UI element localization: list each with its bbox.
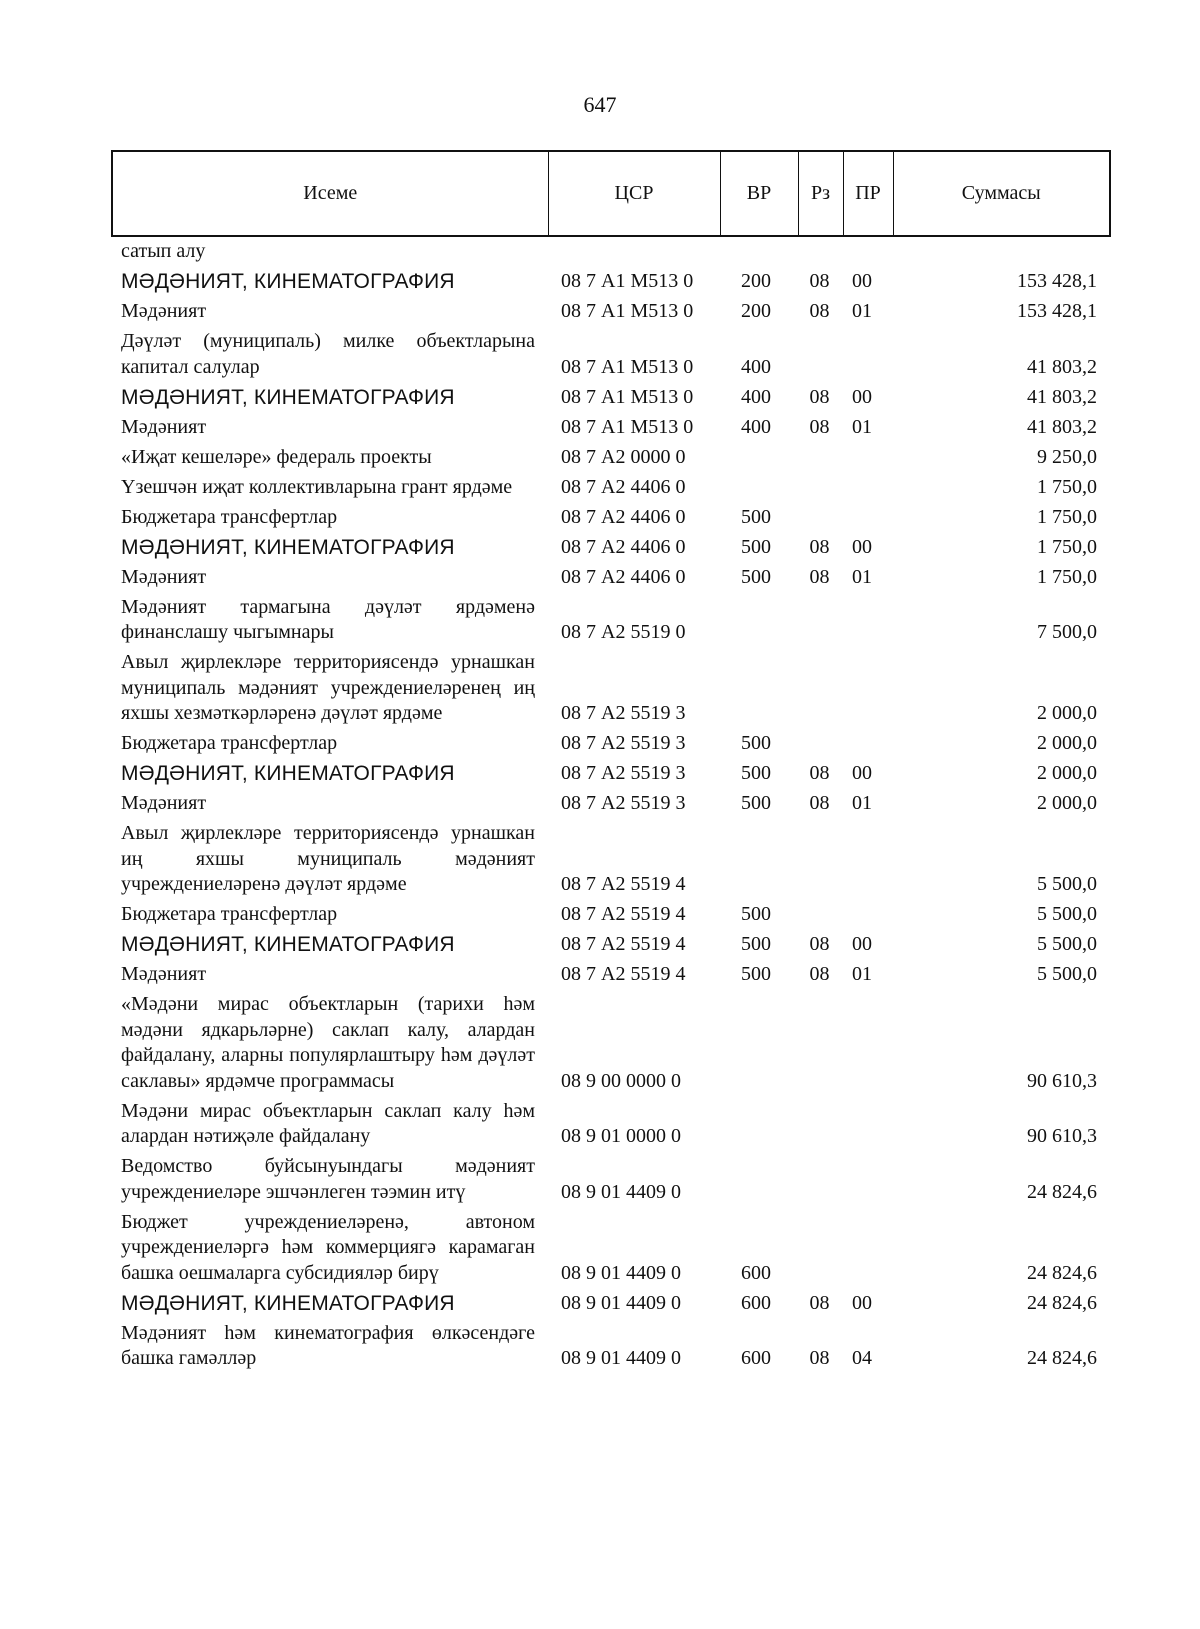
- cell-pr: 01: [852, 963, 872, 985]
- cell-pr: [842, 475, 892, 505]
- cell-vr: 600: [741, 1347, 771, 1369]
- cell-pr: [842, 992, 892, 1099]
- cell-sum: 5 500,0: [1037, 873, 1097, 895]
- cell-name: Үзешчән иҗат коллективларына грант ярдәме: [121, 475, 513, 498]
- cell-rz: [797, 731, 842, 761]
- cell-pr: [842, 505, 892, 535]
- table-row: [111, 791, 1109, 821]
- cell-rz: [797, 505, 842, 535]
- table-row: [111, 415, 1109, 445]
- cell-sum: 1 750,0: [1037, 505, 1097, 528]
- cell-csr: 08 9 01 0000 0: [561, 1125, 681, 1147]
- cell-sum: [892, 239, 1109, 269]
- header-sum: Суммасы: [893, 151, 1110, 236]
- cell-pr: 01: [852, 415, 872, 438]
- cell-rz: 08: [809, 1291, 830, 1314]
- cell-sum: 41 803,2: [1027, 385, 1097, 408]
- cell-vr: [719, 992, 797, 1099]
- table-row: [111, 565, 1109, 595]
- cell-csr: 08 7 А2 0000 0: [561, 445, 686, 468]
- cell-sum: 153 428,1: [1017, 270, 1097, 292]
- cell-vr: [719, 650, 797, 731]
- table-row: [111, 1291, 1109, 1321]
- cell-rz: [797, 445, 842, 475]
- cell-vr: 500: [741, 963, 771, 985]
- cell-sum: 5 500,0: [1037, 963, 1097, 985]
- table-row: [111, 962, 1109, 992]
- cell-rz: 08: [809, 565, 830, 588]
- cell-sum: 1 750,0: [1037, 565, 1097, 588]
- cell-vr: 500: [741, 565, 771, 588]
- cell-name: Мәдәният: [121, 792, 207, 814]
- cell-csr: 08 9 01 4409 0: [561, 1291, 681, 1314]
- cell-vr: [719, 1154, 797, 1210]
- cell-sum: 5 500,0: [1037, 933, 1097, 955]
- cell-pr: 00: [852, 385, 872, 408]
- header-pr: ПР: [843, 151, 893, 236]
- cell-vr: 200: [741, 270, 771, 292]
- cell-sum: 9 250,0: [1037, 445, 1097, 468]
- cell-vr: [719, 1099, 797, 1155]
- cell-vr: 500: [741, 792, 771, 814]
- cell-name: Авыл җирлекләре территориясендә урнашкан иң яхшы муниципаль мәдәният учреждениеләренә дәүләт ярдәме: [121, 822, 535, 895]
- cell-pr: 00: [852, 535, 872, 558]
- cell-pr: 01: [852, 565, 872, 588]
- cell-sum: 24 824,6: [1027, 1347, 1097, 1369]
- cell-csr: 08 7 А2 5519 3: [561, 762, 686, 784]
- cell-csr: 08 7 А2 5519 3: [561, 792, 686, 814]
- cell-pr: [842, 902, 892, 932]
- cell-csr: 08 7 А2 4406 0: [561, 535, 686, 558]
- cell-rz: [797, 1210, 842, 1291]
- cell-csr: 08 7 А2 5519 4: [561, 873, 686, 895]
- table-header: [111, 150, 1111, 237]
- table-row: [111, 992, 1109, 1099]
- cell-vr: 600: [741, 1291, 771, 1314]
- table-row: [111, 821, 1109, 902]
- cell-csr: 08 9 01 4409 0: [561, 1347, 681, 1369]
- table-row: [111, 505, 1109, 535]
- cell-pr: [842, 445, 892, 475]
- table-row: [111, 445, 1109, 475]
- cell-rz: [797, 1154, 842, 1210]
- table-row: [111, 902, 1109, 932]
- cell-vr: [719, 475, 797, 505]
- table-row: [111, 761, 1109, 791]
- cell-sum: 90 610,3: [1027, 1069, 1097, 1092]
- cell-sum: 2 000,0: [1037, 732, 1097, 754]
- cell-sum: 41 803,2: [1027, 415, 1097, 438]
- cell-rz: [797, 650, 842, 731]
- cell-rz: [797, 239, 842, 269]
- cell-vr: [719, 595, 797, 651]
- budget-table: [111, 239, 1109, 1376]
- cell-name: Бюджет учреждениеләренә, автоном учреждениеләргә һәм коммерциягә карамаган башка оешмаларга субсидияләр бирү: [121, 1210, 535, 1284]
- cell-csr: 08 9 00 0000 0: [561, 1069, 681, 1092]
- cell-name: МӘДӘНИЯТ, КИНЕМАТОГРАФИЯ: [121, 535, 455, 559]
- cell-name: МӘДӘНИЯТ, КИНЕМАТОГРАФИЯ: [121, 762, 455, 785]
- table-row: [111, 1154, 1109, 1210]
- cell-csr: 08 7 А2 5519 0: [561, 621, 686, 643]
- cell-sum: 41 803,2: [1027, 355, 1097, 378]
- cell-vr: [719, 239, 797, 269]
- cell-pr: 00: [852, 762, 872, 784]
- cell-name: Мәдәният: [121, 300, 207, 322]
- cell-rz: 08: [809, 300, 830, 322]
- cell-sum: 153 428,1: [1017, 300, 1097, 322]
- cell-name: «Мәдәни мирас объектларын (тарихи һәм мәдәни ядкарьләрне) саклап калу, алардан файдалану, аларны популярлаштыру һәм дәүләт саклавы» ярдәмче программасы: [121, 993, 535, 1092]
- cell-csr: 08 7 А2 5519 3: [561, 732, 686, 754]
- cell-csr: 08 7 А2 4406 0: [561, 505, 686, 528]
- cell-sum: 24 824,6: [1027, 1261, 1097, 1284]
- cell-sum: 2 000,0: [1037, 702, 1097, 724]
- cell-csr: 08 9 01 4409 0: [561, 1261, 681, 1284]
- cell-vr: 600: [741, 1261, 771, 1284]
- cell-pr: [842, 329, 892, 385]
- cell-csr: 08 7 А2 5519 4: [561, 933, 686, 955]
- cell-rz: 08: [809, 385, 830, 408]
- cell-csr: 08 7 А1 М513 0: [561, 355, 694, 378]
- cell-name: Дәүләт (муниципаль) милке объектларына капитал салулар: [121, 330, 535, 378]
- table-row: [111, 932, 1109, 962]
- cell-pr: 01: [852, 300, 872, 322]
- cell-csr: [547, 239, 719, 269]
- cell-csr: 08 7 А1 М513 0: [561, 415, 694, 438]
- cell-name: Ведомство буйсынуындагы мәдәният учреждениеләре эшчәнлеген тәэмин итү: [121, 1155, 535, 1203]
- table-row: [111, 299, 1109, 329]
- cell-pr: [842, 821, 892, 902]
- cell-vr: 400: [741, 385, 771, 408]
- cell-rz: 08: [809, 963, 830, 985]
- table-row: [111, 329, 1109, 385]
- cell-vr: 500: [741, 732, 771, 754]
- cell-csr: 08 7 А1 М513 0: [561, 270, 694, 292]
- table-body: [111, 239, 1109, 1376]
- cell-rz: 08: [809, 933, 830, 955]
- cell-vr: 400: [741, 355, 771, 378]
- cell-rz: 08: [809, 415, 830, 438]
- cell-name: Бюджетара трансфертлар: [121, 903, 338, 925]
- cell-rz: [797, 475, 842, 505]
- cell-csr: 08 7 А2 4406 0: [561, 475, 686, 498]
- cell-rz: [797, 329, 842, 385]
- table-row: [111, 1321, 1109, 1377]
- cell-vr: 200: [741, 300, 771, 322]
- cell-vr: 500: [741, 505, 771, 528]
- cell-sum: 2 000,0: [1037, 762, 1097, 784]
- cell-rz: 08: [809, 270, 830, 292]
- cell-sum: 2 000,0: [1037, 792, 1097, 814]
- cell-pr: [842, 650, 892, 731]
- cell-name: Мәдәни мирас объектларын саклап калу һәм алардан нәтиҗәле файдалану: [121, 1099, 535, 1147]
- cell-rz: [797, 595, 842, 651]
- header-vr: ВР: [720, 151, 798, 236]
- cell-pr: [842, 1154, 892, 1210]
- cell-pr: [842, 1099, 892, 1155]
- cell-rz: [797, 902, 842, 932]
- cell-sum: 7 500,0: [1037, 621, 1097, 643]
- cell-rz: 08: [809, 535, 830, 558]
- cell-vr: [719, 821, 797, 902]
- cell-rz: [797, 1099, 842, 1155]
- table-row: [111, 535, 1109, 565]
- table-row: [111, 1099, 1109, 1155]
- cell-sum: 90 610,3: [1027, 1125, 1097, 1147]
- cell-csr: 08 7 А2 5519 4: [561, 963, 686, 985]
- cell-name: Бюджетара трансфертлар: [121, 732, 338, 754]
- cell-name: сатып алу: [121, 240, 206, 262]
- table-row: [111, 650, 1109, 731]
- cell-rz: 08: [809, 1347, 830, 1369]
- cell-name: Мәдәният: [121, 565, 207, 588]
- cell-name: Бюджетара трансфертлар: [121, 505, 338, 528]
- cell-pr: 00: [852, 1291, 872, 1314]
- cell-name: МӘДӘНИЯТ, КИНЕМАТОГРАФИЯ: [121, 385, 455, 409]
- cell-rz: [797, 992, 842, 1099]
- cell-csr: 08 7 А2 5519 3: [561, 702, 686, 724]
- header-rz: Рз: [798, 151, 843, 236]
- table-row: [111, 731, 1109, 761]
- table-row: [111, 475, 1109, 505]
- cell-pr: [842, 731, 892, 761]
- cell-vr: 500: [741, 903, 771, 925]
- cell-vr: 500: [741, 535, 771, 558]
- cell-vr: 400: [741, 415, 771, 438]
- header-name: Исеме: [112, 151, 548, 236]
- cell-csr: 08 9 01 4409 0: [561, 1180, 681, 1203]
- cell-name: «Иҗат кешеләре» федераль проекты: [121, 445, 432, 468]
- table-row: [111, 595, 1109, 651]
- cell-pr: [842, 595, 892, 651]
- cell-name: МӘДӘНИЯТ, КИНЕМАТОГРАФИЯ: [121, 270, 455, 293]
- cell-rz: 08: [809, 792, 830, 814]
- cell-sum: 24 824,6: [1027, 1291, 1097, 1314]
- cell-csr: 08 7 А2 4406 0: [561, 565, 686, 588]
- cell-sum: 1 750,0: [1037, 535, 1097, 558]
- cell-pr: [842, 239, 892, 269]
- header-csr: ЦСР: [548, 151, 720, 236]
- cell-name: Мәдәният: [121, 415, 207, 438]
- cell-name: МӘДӘНИЯТ, КИНЕМАТОГРАФИЯ: [121, 933, 455, 956]
- cell-vr: 500: [741, 762, 771, 784]
- cell-pr: 01: [852, 792, 872, 814]
- cell-rz: [797, 821, 842, 902]
- page-number: 647: [583, 92, 617, 117]
- cell-vr: 500: [741, 933, 771, 955]
- cell-rz: 08: [809, 762, 830, 784]
- cell-name: МӘДӘНИЯТ, КИНЕМАТОГРАФИЯ: [121, 1291, 455, 1315]
- cell-sum: 24 824,6: [1027, 1180, 1097, 1203]
- cell-sum: 1 750,0: [1037, 475, 1097, 498]
- cell-pr: [842, 1210, 892, 1291]
- cell-name: Мәдәният: [121, 963, 207, 985]
- cell-sum: 5 500,0: [1037, 903, 1097, 925]
- cell-name: Мәдәният һәм кинематография өлкәсендәге башка гамәлләр: [121, 1321, 535, 1369]
- cell-vr: [719, 445, 797, 475]
- table-row: [111, 239, 1109, 269]
- cell-name: Авыл җирлекләре территориясендә урнашкан муниципаль мәдәният учреждениеләренең иң яхшы хезмәткәрләренә дәүләт ярдәме: [121, 651, 535, 724]
- cell-csr: 08 7 А1 М513 0: [561, 300, 694, 322]
- cell-name: Мәдәният тармагына дәүләт ярдәменә финанслашу чыгымнары: [121, 595, 535, 643]
- table-row: [111, 385, 1109, 415]
- cell-pr: 04: [852, 1347, 872, 1369]
- cell-pr: 00: [852, 270, 872, 292]
- table-row: [111, 269, 1109, 299]
- cell-pr: 00: [852, 933, 872, 955]
- cell-csr: 08 7 А2 5519 4: [561, 903, 686, 925]
- table-row: [111, 1210, 1109, 1291]
- cell-csr: 08 7 А1 М513 0: [561, 385, 694, 408]
